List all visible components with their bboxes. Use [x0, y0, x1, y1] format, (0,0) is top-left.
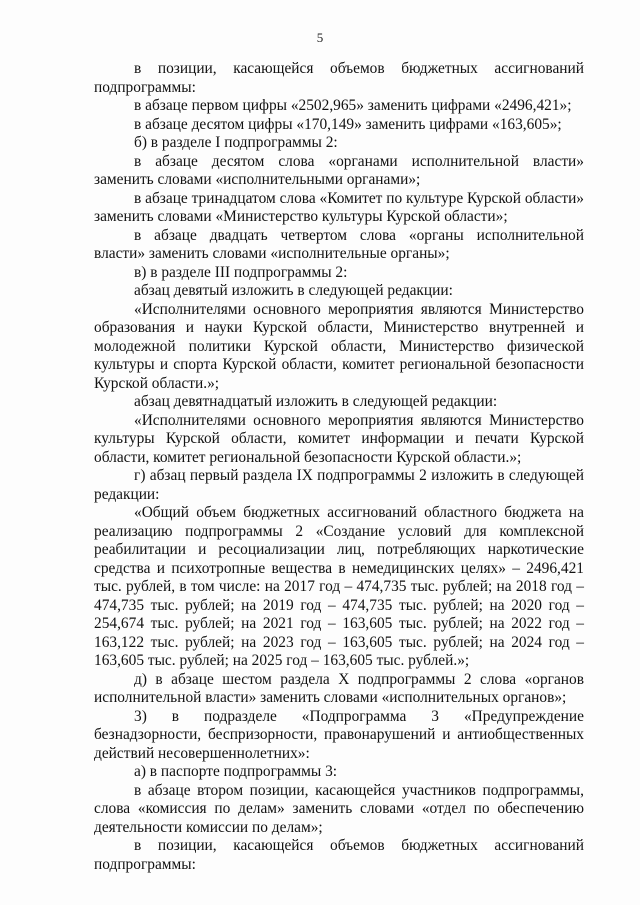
- page-number: 5: [316, 30, 324, 45]
- paragraph: абзац девятнадцатый изложить в следующей редакции:: [134, 393, 498, 410]
- paragraph: в) в разделе III подпрограммы 2:: [134, 263, 348, 281]
- document-body: [94, 60, 584, 874]
- paragraph: а) в паспорте подпрограммы 3:: [134, 763, 338, 780]
- paragraph: д) в абзаце шестом раздела X подпрограммы 2 слова «органов исполнительной власти» заменить словами «исполнительных органов»;: [94, 670, 584, 706]
- paragraph: в позиции, касающейся объемов бюджетных ассигнований подпрограммы:: [94, 60, 584, 96]
- paragraph: «Общий объем бюджетных ассигнований областного бюджета на реализацию подпрограммы 2 «Создание условий для комплексной реабилитации и ресоциализации лиц, потребляющих наркотические средства и психотропные вещества в немедицинских целях» – 2496,421 тыс. рублей, в том числе: на 2017 год – 474,735 тыс. рублей; на 2018 год – 474,735 тыс. рублей; на 2019 год – 474,735 тыс. рублей; на 2020 год – 254,674 тыс. рублей; на 2021 год – 163,605 тыс. рублей; на 2022 год – 163,122 тыс. рублей; на 2023 год – 163,605 тыс. рублей; на 2024 год – 163,605 тыс. рублей; на 2025 год – 163,605 тыс. рублей.»;: [94, 504, 584, 669]
- paragraph: г) абзац первый раздела IX подпрограммы 2 изложить в следующей редакции:: [94, 467, 584, 503]
- paragraph: в абзаце десятом слова «органами исполнительной власти» заменить словами «исполнительными органами»;: [94, 152, 584, 188]
- paragraph: в позиции, касающейся объемов бюджетных ассигнований подпрограммы:: [94, 837, 584, 873]
- paragraph: «Исполнителями основного мероприятия являются Министерство культуры Курской области, комитет информации и печати Курской области, комитет региональной безопасности Курской области.»;: [94, 411, 584, 466]
- paragraph: в абзаце двадцать четвертом слова «органы исполнительной власти» заменить словами «исполнительные органы»;: [94, 226, 584, 262]
- paragraph: в абзаце тринадцатом слова «Комитет по культуре Курской области» заменить словами «Министерство культуры Курской области»;: [94, 189, 584, 225]
- paragraph: б) в разделе I подпрограммы 2:: [134, 134, 338, 151]
- paragraph: в абзаце первом цифры «2502,965» заменить цифрами «2496,421»;: [134, 97, 572, 114]
- paragraph: в абзаце десятом цифры «170,149» заменить цифрами «163,605»;: [134, 115, 562, 133]
- paragraph: 3) в подразделе «Подпрограмма 3 «Предупреждение безнадзорности, беспризорности, правонарушений и антиобщественных действий несовершеннолетних»:: [94, 707, 584, 762]
- paragraph: абзац девятый изложить в следующей редакции:: [134, 282, 453, 299]
- paragraph: «Исполнителями основного мероприятия являются Министерство образования и науки Курской области, Министерство внутренней и молодежной политики Курской области, Министерство физической культуры и спорта Курской области, комитет региональной безопасности Курской области.»;: [94, 300, 584, 392]
- paragraph: в абзаце втором позиции, касающейся участников подпрограммы, слова «комиссия по делам» заменить словами «отдел по обеспечению деятельности комиссии по делам»;: [94, 781, 584, 836]
